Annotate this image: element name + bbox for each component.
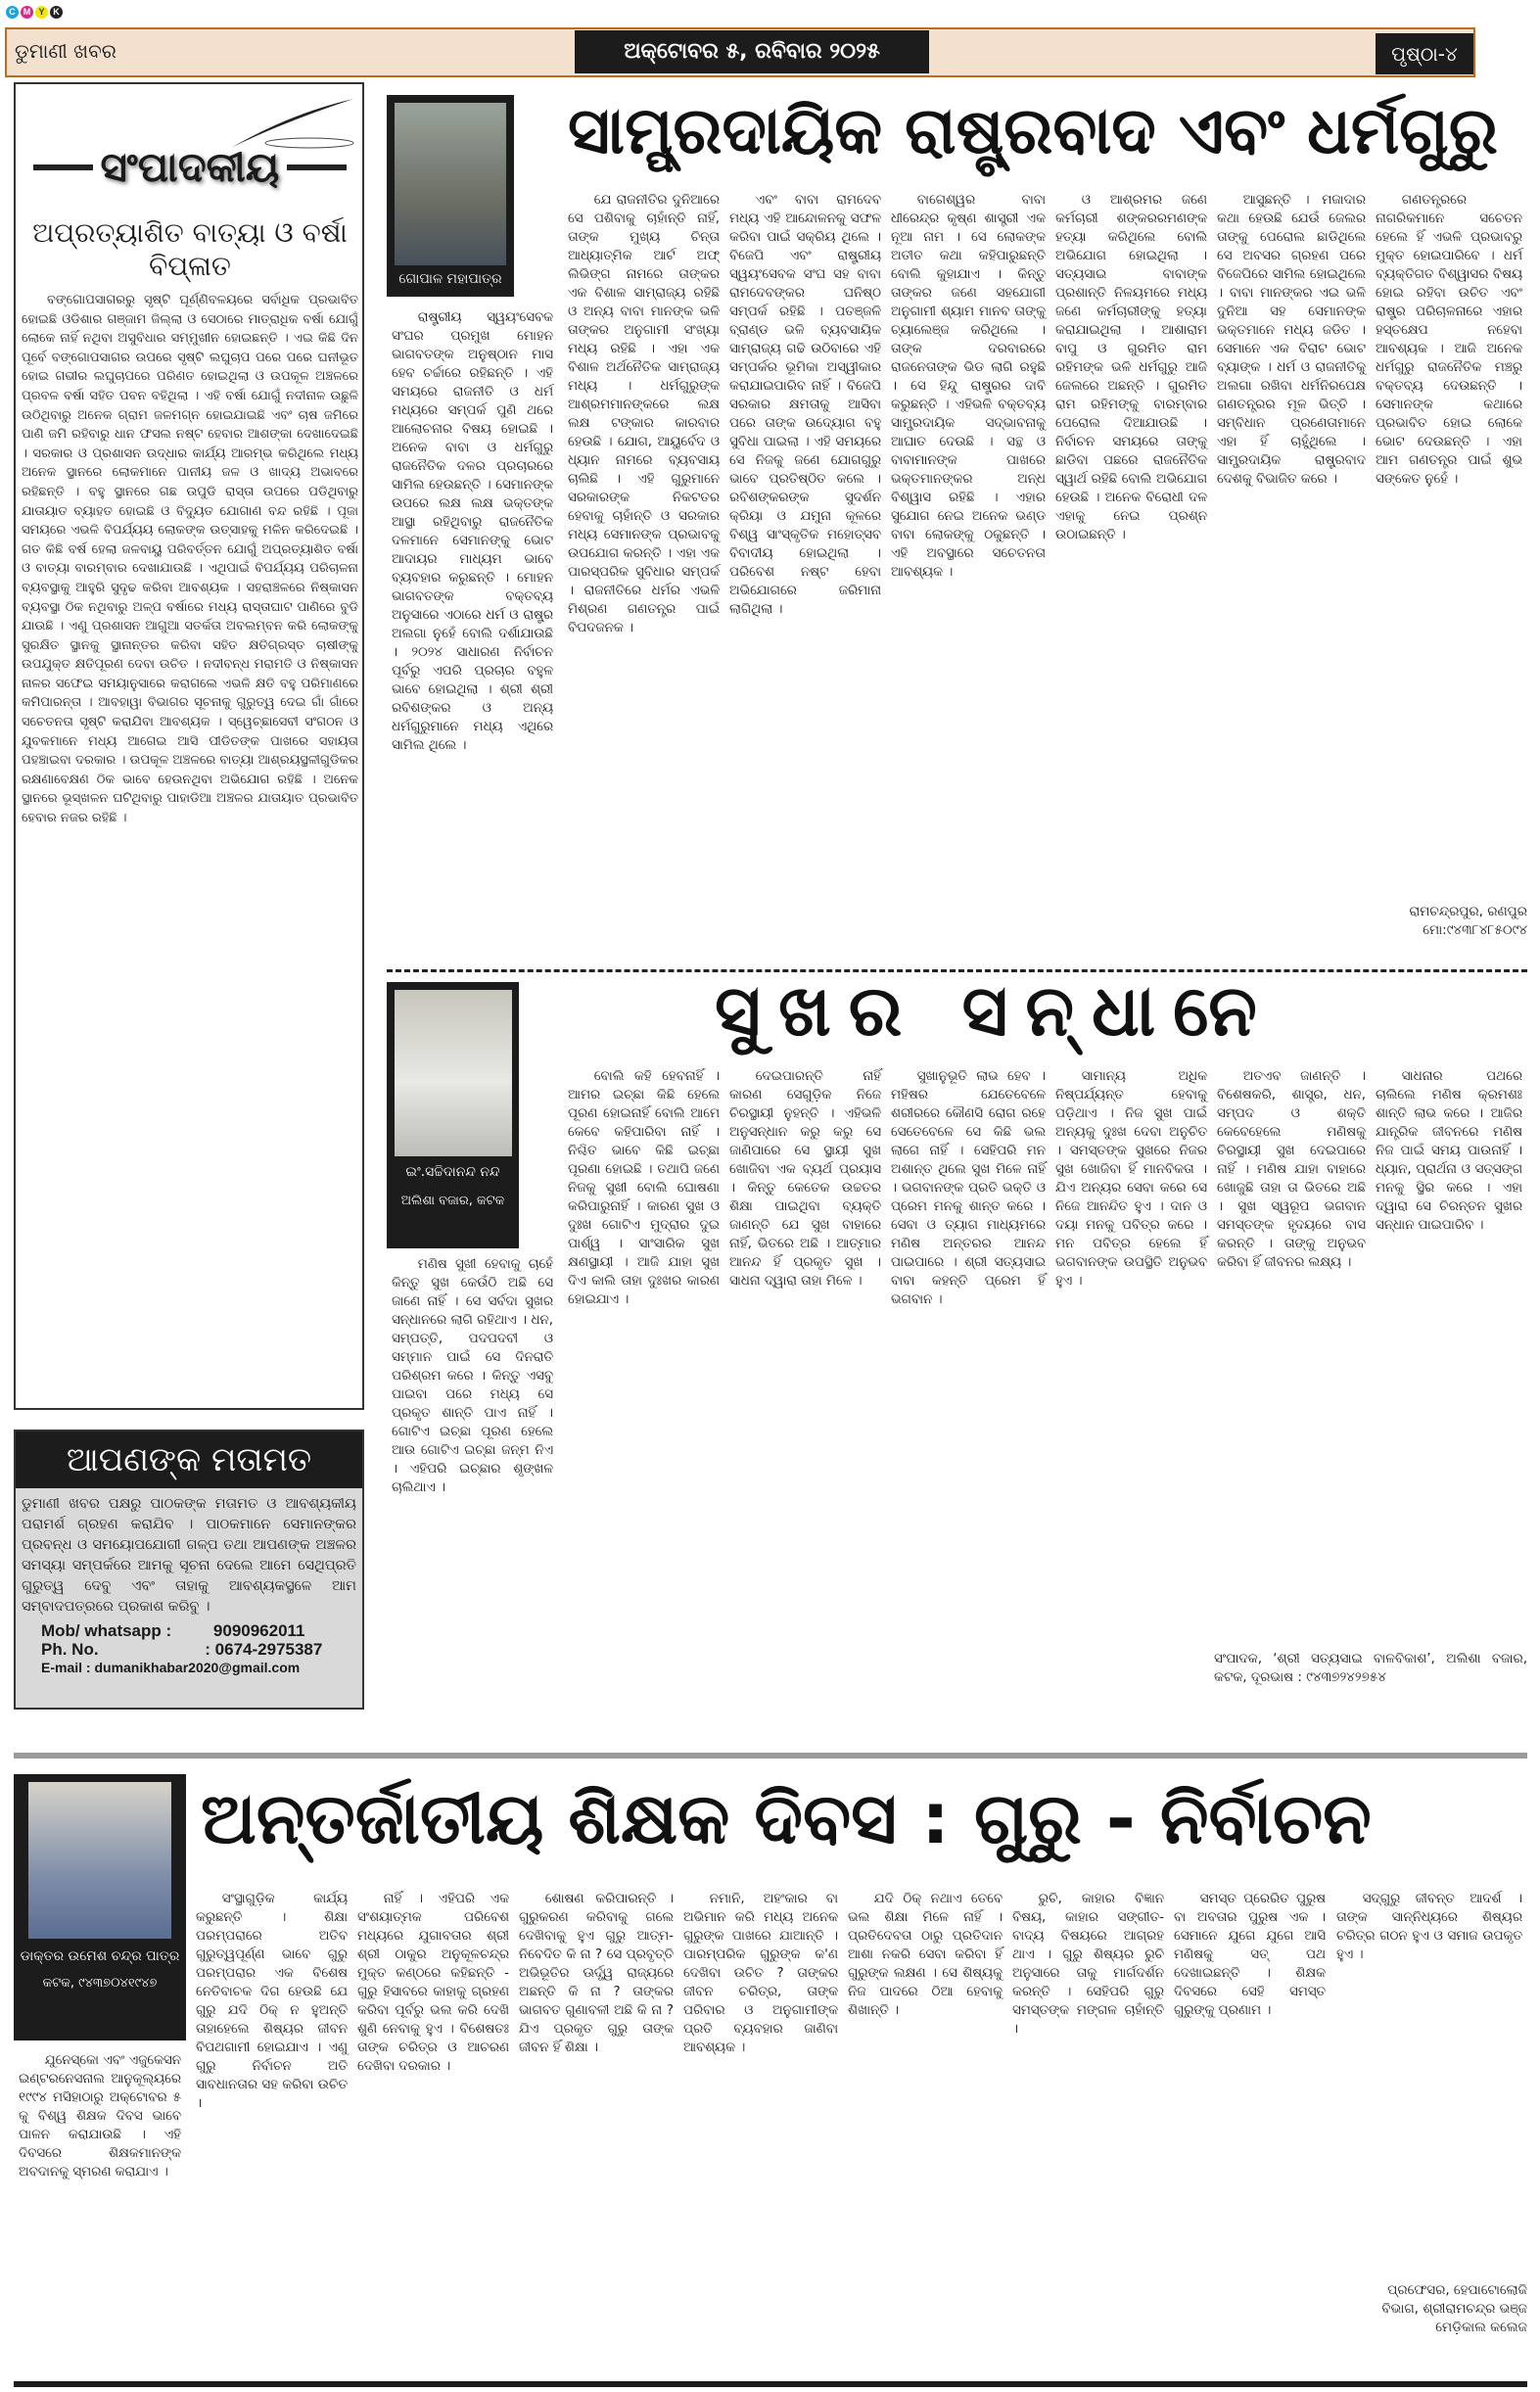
author-address: ରାମଚନ୍ଦ୍ରପୁର, ରଣପୁର xyxy=(1409,904,1527,919)
phone-label: Ph. No. xyxy=(41,1640,99,1659)
author-place: ଅଲିଶା ବଜାର, କଟକ xyxy=(400,1194,505,1208)
mobile-label: Mob/ whatsapp : xyxy=(41,1621,172,1640)
black-mark: K xyxy=(50,6,63,19)
paragraph: ରୁଚି, କାହାର ବିଜ୍ଞାନ ବିଷୟ, କାହାର ସଙ୍ଗୀତ-ବାଦ୍ୟ ବିଷୟରେ ଆଗ୍ରହ ଥାଏ । ଗୁରୁ ଶିଷ୍ୟର ରୁଚି ଅନୁସାରେ ତାକୁ ମାର୍ଗଦର୍ଶନ କରନ୍ତି । ସେହିପରି ଗୁରୁ ସମସ୍ତଙ୍କ ମଙ୍ଗଳ ଚାହାଁନ୍ତି । xyxy=(1012,1892,1164,2037)
paragraph: ଦେଇପାରନ୍ତି ନାହିଁ କାରଣ ସେଗୁଡ଼ିକ ନିଜେ ଚିରସ୍ଥାୟୀ ନୁହନ୍ତି । ଏହିଭଳି ଅନୁସନ୍ଧାନ କରୁ କରୁ ସେ ଜାଣିପାରେ ସେ ସ୍ଥାୟୀ ସୁଖ ଖୋଜିବା ଏକ ବ୍ୟର୍ଥ ପ୍ରୟାସ । କିନ୍ତୁ କେତେକ ଉଚ୍ଚତର ଶିକ୍ଷା ପାଇଥିବା ବ୍ୟକ୍ତି ଜାଣନ୍ତି ଯେ ସୁଖ ବାହାରେ ନାହିଁ, ଭିତରେ ଅଛି । ଆତ୍ମାର ଆନନ୍ଦ ହିଁ ପ୍ରକୃତ ସୁଖ । ସାଧନା ଦ୍ୱାରା ତାହା ମିଳେ । xyxy=(729,1069,881,1289)
paragraph: ମଣିଷ ସୁଖୀ ହେବାକୁ ଚାହେଁ କିନ୍ତୁ ସୁଖ କେଉଁଠି ଅଛି ସେ ଜାଣେ ନାହିଁ । ସେ ସର୍ବଦା ସୁଖର ସନ୍ଧାନରେ ଲାଗି ରହିଥାଏ । ଧନ, ସମ୍ପତ୍ତି, ପଦପଦବୀ ଓ ସମ୍ମାନ ପାଇଁ ସେ ଦିନରାତି ପରିଶ୍ରମ କରେ । କିନ୍ତୁ ଏସବୁ ପାଇବା ପରେ ମଧ୍ୟ ସେ ପ୍ରକୃତ ଶାନ୍ତି ପାଏ ନାହିଁ । ଗୋଟିଏ ଇଚ୍ଛା ପୂରଣ ହେଲେ ଆଉ ଗୋଟିଏ ଇଚ୍ଛା ଜନ୍ମ ନିଏ । ଏହିପରି ଇଚ୍ଛାର ଶୃଙ୍ଖଳ ଚାଲିଥାଏ । xyxy=(392,1257,553,1495)
text-column xyxy=(1371,1067,1527,1645)
author-portrait xyxy=(395,103,506,265)
yellow-mark: Y xyxy=(35,6,48,19)
paragraph: ସୁଖାନୁଭୂତି ଲାଭ ହେବ । ମହିଷର ଯେତେବେଳେ ଶରୀରରେ କୌଣସି ରୋଗ ରହେ ସେତେବେଳେ ସେ କିଛି ଭଲ ଲାଗେ ନାହିଁ । ସେହିପରି ମନ ଅଶାନ୍ତ ଥିଲେ ସୁଖ ମିଳେ ନାହିଁ । ଭଗବାନଙ୍କ ପ୍ରତି ଭକ୍ତି ଓ ପ୍ରେମ ମନକୁ ଶାନ୍ତ କରେ । ସେବା ଓ ତ୍ୟାଗ ମାଧ୍ୟମରେ ମଣିଷ ଅନ୍ତରର ଆନନ୍ଦ ପାଇପାରେ । ଶ୍ରୀ ସତ୍ୟସାଇ ବାବା କହନ୍ତି ପ୍ରେମ ହିଁ ଭଗବାନ । xyxy=(891,1069,1046,1307)
text-column xyxy=(14,2051,186,2379)
author-photo-umesh xyxy=(14,1774,186,2040)
text-column xyxy=(724,1067,886,1720)
paragraph: ଯେ ରାଜନୀତିର ଦୁନିଆରେ ସେ ପଶିବାକୁ ଚାହାଁନ୍ତି ନାହିଁ, ତାଙ୍କ ମୁଖ୍ୟ ଚିନ୍ତା ଆଧ୍ୟାତ୍ମିକ ଆର୍ଟ ଅଫ୍ ଲିଭିଙ୍ଗ ନାମରେ ତାଙ୍କର ଏକ ବିଶାଳ ସାମ୍ରାଜ୍ୟ ରହିଛି ଓ ଅନ୍ୟ ବାବା ମାନଙ୍କ ଭଳି ତାଙ୍କର ଅନୁଗାମୀ ସଂଖ୍ୟା ମଧ୍ୟ ରହିଛି । ଏହା ଏକ ବିଶାଳ ଅର୍ଥନୈତିକ ସାମ୍ରାଜ୍ୟ ମଧ୍ୟ । ଧର୍ମଗୁରୁଙ୍କ ଆଶ୍ରମମାନଙ୍କରେ ଲକ୍ଷ ଲକ୍ଷ ଟଙ୍କାର କାରବାର ହେଉଛି । ଯୋଗ, ଆୟୁର୍ବେଦ ଓ ଧ୍ୟାନ ନାମରେ ବ୍ୟବସାୟ ଚାଲିଛି । ଏହି ଗୁରୁମାନେ ସରକାରଙ୍କ ନିକଟତର ହେବାକୁ ଚାହାଁନ୍ତି ଓ ସରକାର ମଧ୍ୟ ସେମାନଙ୍କ ପ୍ରଭାବକୁ ଉପଯୋଗ କରନ୍ତି । ଏହା ଏକ ପାରସ୍ପରିକ ସୁବିଧାର ସମ୍ପର୍କ । ରାଜନୀତିରେ ଧର୍ମର ଏଭଳି ମିଶ୍ରଣ ଗଣତନ୍ତ୍ର ପାଇଁ ବିପଦଜନକ । xyxy=(568,193,720,635)
paragraph: ସାଧନାର ପଥରେ ଚାଲିଲେ ମଣିଷ କ୍ରମଶଃ ଶାନ୍ତି ଲାଭ କରେ । ଆଜିର ଯାନ୍ତ୍ରିକ ଜୀବନରେ ମଣିଷ ନିଜ ପାଇଁ ସମୟ ପାଉନାହିଁ । ଧ୍ୟାନ, ପ୍ରାର୍ଥନା ଓ ସତ୍ସଙ୍ଗ ମନକୁ ସ୍ଥିର କରେ । ଏହା ଦ୍ୱାରା ସେ ଚିରନ୍ତନ ସୁଖର ସନ୍ଧାନ ପାଇପାରିବ । xyxy=(1376,1069,1522,1233)
magenta-mark: M xyxy=(21,6,33,19)
paragraph: ନାହିଁ । ଏହିପରି ଏକ ସଂଶୟାତ୍ମକ ପରିବେଶ ମଧ୍ୟରେ ଯୁଗାବତାର ଶ୍ରୀ ଶ୍ରୀ ଠାକୁର ଅନୁକୂଳଚନ୍ଦ୍ର ମୁକ୍ତ କଣ୍ଠରେ କହିଛନ୍ତି - ଗୁରୁ ହିସାବରେ କାହାକୁ ଗ୍ରହଣ କରିବା ପୂର୍ବରୁ ଭଲ କରି ଦେଖି ଶୁଣି ନେବାକୁ ହୁଏ । ବିଶେଷତଃ ତାଙ୍କ ଚରିତ୍ର ଓ ଆଚରଣ ଦେଖିବା ଦରକାର । xyxy=(357,1892,509,2074)
paragraph: ବୋଲି କହି ହେବନାହିଁ । ଆମର ଇଚ୍ଛା କିଛି ହେଲେ ପୂରଣ ହୋଇନାହିଁ ବୋଲି ଆମେ କେବେ କହିପାରିବା ନାହିଁ । ନିଶ୍ଚିତ ଭାବେ କିଛି ଇଚ୍ଛା ପୂରଣା ହୋଇଛି । ତଥାପି ଜଣେ ନିଜକୁ ସୁଖୀ ବୋଲି ଘୋଷଣା କରିପାରୁନାହିଁ । କାରଣ ସୁଖ ଓ ଦୁଃଖ ଗୋଟିଏ ମୁଦ୍ରାର ଦୁଇ ପାର୍ଶ୍ୱ । ସାଂସାରିକ ସୁଖ କ୍ଷଣସ୍ଥାୟୀ । ଆଜି ଯାହା ସୁଖ ଦିଏ କାଲି ତାହା ଦୁଃଖର କାରଣ ହୋଇଯାଏ । xyxy=(568,1069,720,1307)
author-designation: ପ୍ରଫେସର, ହେପାଟୋଲୋଜି xyxy=(1387,2282,1527,2298)
text-column xyxy=(191,1890,352,2379)
text-column xyxy=(563,1067,724,1720)
text-column xyxy=(514,1890,678,2379)
author-photo-gopal xyxy=(387,95,514,297)
masthead-band xyxy=(5,27,1475,77)
paragraph: ଯୁନେସ୍କୋ ଏବଂ ଏଜୁକେସନ ଇଣ୍ଟରନେସନାଲ ଆନୁକୂଲ୍ୟରେ ୧୯୯୪ ମସିହାଠାରୁ ଅକ୍ଟୋବର ୫ କୁ ବିଶ୍ୱ ଶିକ୍ଷକ ଦିବସ ଭାବେ ପାଳନ କରାଯାଉଛି । ଏହି ଦିବସରେ ଶିକ୍ଷକମାନଙ୍କ ଅବଦାନକୁ ସ୍ମରଣ କରାଯାଏ । xyxy=(19,2053,181,2180)
cyan-mark: C xyxy=(6,6,19,19)
paragraph: ସାମାନ୍ୟ ଅଧିକ ନିଷ୍ପର୍ଯ୍ୟନ୍ତ ହେବାକୁ ପଡ଼ିଥାଏ । ନିଜ ସୁଖ ପାଇଁ ଅନ୍ୟକୁ ଦୁଃଖ ଦେବା ଅନୁଚିତ । ସମସ୍ତଙ୍କ ସୁଖରେ ନିଜର ସୁଖ ଖୋଜିବା ହିଁ ମାନବିକତା । ଯିଏ ଅନ୍ୟର ସେବା କରେ ସେ ନିଜେ ଆନନ୍ଦିତ ହୁଏ । ଦାନ ଓ ଦୟା ମନକୁ ପବିତ୍ର କରେ । ମନ ପବିତ୍ର ହେଲେ ହିଁ ଭଗବାନଙ୍କ ଉପସ୍ଥିତି ଅନୁଭବ ହୁଏ । xyxy=(1055,1069,1207,1289)
author-portrait xyxy=(395,990,512,1156)
text-column xyxy=(886,191,1050,960)
paragraph: ରାଷ୍ଟ୍ରୀୟ ସ୍ୱୟଂସେବକ ସଂଘର ପ୍ରମୁଖ ମୋହନ ଭାଗବତଙ୍କ ଅନୁଷ୍ଠାନ ମାସ ହେବ ଚର୍ଚ୍ଚାରେ ରହିଛନ୍ତି । ଏହି ସମୟରେ ରାଜନୀତି ଓ ଧର୍ମ ମଧ୍ୟରେ ସମ୍ପର୍କ ପୁଣି ଥରେ ଆଲୋଚନାର ବିଷୟ ହୋଇଛି । ଅନେକ ବାବା ଓ ଧର୍ମଗୁରୁ ରାଜନୈତିକ ଦଳର ପ୍ରଚାରରେ ସାମିଲ ହେଉଛନ୍ତି । ସେମାନଙ୍କ ଉପରେ ଲକ୍ଷ ଲକ୍ଷ ଭକ୍ତଙ୍କ ଆସ୍ଥା ରହିଥିବାରୁ ରାଜନୈତିକ ଦଳମାନେ ସେମାନଙ୍କୁ ଭୋଟ ଆଦାୟର ମାଧ୍ୟମ ଭାବେ ବ୍ୟବହାର କରୁଛନ୍ତି । ମୋହନ ଭାଗବତଙ୍କ ବକ୍ତବ୍ୟ ଅନୁସାରେ ଏଠାରେ ଧର୍ମ ଓ ରାଷ୍ଟ୍ର ଅଲଗା ନୁହେଁ ବୋଲି ଦର୍ଶାଯାଉଛି । ୨୦୨୪ ସାଧାରଣ ନିର୍ବାଚନ ପୂର୍ବରୁ ଏପରି ପ୍ରଚାର ବହୁଳ ଭାବେ ହୋଇଥିଲା । ଶ୍ରୀ ଶ୍ରୀ ରବିଶଙ୍କର ଓ ଅନ୍ୟ ଧର୍ମଗୁରୁମାନେ ମଧ୍ୟ ଏଥିରେ ସାମିଲ ଥିଲେ । xyxy=(392,310,553,753)
text-column xyxy=(387,308,558,960)
text-column xyxy=(1050,191,1212,960)
paragraph: ଓ ଆଶ୍ରମର ଜଣେ କର୍ମଚାରୀ ଶଙ୍କରରମଣଙ୍କ ହତ୍ୟା କରିଥିଲେ ବୋଲି ଅଭିଯୋଗ ହୋଇଥିଲା । ସତ୍ୟସାଇ ବାବାଙ୍କ ପ୍ରଶାନ୍ତି ନିଳୟମରେ ମଧ୍ୟ ଜଣେ କର୍ମଚାରୀଙ୍କୁ ହତ୍ୟା କରାଯାଇଥିଲା । ଆଶାରାମ ବାପୁ ଓ ଗୁରମିତ ରାମ ରହିମଙ୍କ ଭଳି ଧର୍ମଗୁରୁ ଆଜି ଜେଲରେ ଅଛନ୍ତି । ଗୁରମିତ ରାମ ରହିମଙ୍କୁ ବାରମ୍ବାର ପେରୋଲ ଦିଆଯାଉଛି । ନିର୍ବାଚନ ସମୟରେ ତାଙ୍କୁ ଛାଡିବା ପଛରେ ରାଜନୈତିକ ସ୍ୱାର୍ଥ ରହିଛି ବୋଲି ଅଭିଯୋଗ ହେଉଛି । ଅନେକ ବିରୋଧୀ ଦଳ ଏହାକୁ ନେଇ ପ୍ରଶ୍ନ ଉଠାଇଛନ୍ତି । xyxy=(1055,193,1207,542)
text-column xyxy=(387,1255,558,1720)
editorial-label-row xyxy=(33,143,347,192)
author-department: ବିଭାଗ, ଶ୍ରୀରାମଚନ୍ଦ୍ର ଭଞ୍ଜ xyxy=(1381,2301,1527,2317)
text-column xyxy=(678,1890,843,2379)
article1-signoff xyxy=(1371,903,1527,940)
page-number: ପୃଷ୍ଠା-୪ xyxy=(1376,33,1473,74)
email-label: E-mail : xyxy=(41,1660,91,1675)
editorial-paragraph: ବଙ୍ଗୋପସାଗରରୁ ସୃଷ୍ଟି ଘୂର୍ଣ୍ଣିବଳୟରେ ସର୍ବାଧିକ ପ୍ରଭାବିତ ହୋଇଛି ଓଡିଶାର ଗଞ୍ଜାମ ଜିଲ୍ଲା ଓ ସେଠାରେ ମାତ୍ରାଧିକ ବର୍ଷା ଯୋଗୁଁ ଲୋକେ ନାହିଁ ନଥିବା ଅସୁବିଧାର ସମ୍ମୁଖୀନ ହୋଇଛନ୍ତି । ଏଇ କିଛି ଦିନ ପୂର୍ବେ ବଙ୍ଗୋପସାଗର ଉପରେ ସୃଷ୍ଟି ଲଘୁଚାପ ପରେ ପରେ ଘନୀଭୂତ ହୋଇ ଗଭୀର ଲଘୁଚାପରେ ପରିଣତ ହୋଇଥିଲା ଓ ଉପକୂଳ ଅଞ୍ଚଳରେ ପ୍ରବଳ ବର୍ଷା ସହିତ ପବନ ବହିଥିଲା । ଏହି ବର୍ଷା ଯୋଗୁଁ ନଦୀନାଳ ଉଛୁଳି ଉଠିଥିବାରୁ ଅନେକ ଗ୍ରାମ ଜଳମଗ୍ନ ହୋଇଯାଇଛି ଏବଂ ଚାଷ ଜମିରେ ପାଣି ଜମି ରହିବାରୁ ଧାନ ଫସଲ ନଷ୍ଟ ହେବାର ଆଶଙ୍କା ଦେଖାଦେଇଛି । ସରକାର ଓ ପ୍ରଶାସନ ଉଦ୍ଧାର କାର୍ଯ୍ୟ ଆରମ୍ଭ କରିଥିଲେ ମଧ୍ୟ ଅନେକ ସ୍ଥାନରେ ଲୋକମାନେ ପାନୀୟ ଜଳ ଓ ଖାଦ୍ୟ ଅଭାବରେ ରହିଛନ୍ତି । ବହୁ ସ୍ଥାନରେ ଗଛ ଉପୁଡି ରାସ୍ତା ଉପରେ ପଡିଥିବାରୁ ଯାତାୟାତ ବ୍ୟାହତ ହୋଇଛି ଓ ବିଦ୍ୟୁତ ଯୋଗାଣ ବନ୍ଦ ରହିଛି । ପୂଜା ସମୟରେ ଏଭଳି ବିପର୍ଯ୍ୟୟ ଲୋକଙ୍କ ଉତ୍ସାହକୁ ମଳିନ କରିଦେଇଛି । ଗତ କିଛି ବର୍ଷ ହେଲା ଜଳବାୟୁ ପରିବର୍ତ୍ତନ ଯୋଗୁଁ ଅପ୍ରତ୍ୟାଶିତ ବର୍ଷା ଓ ବାତ୍ୟା ବାରମ୍ବାର ଦେଖାଯାଉଛି । ଏଥିପାଇଁ ବିପର୍ଯ୍ୟୟ ପରିଚାଳନା ବ୍ୟବସ୍ଥାକୁ ଆହୁରି ସୁଦୃଢ କରିବା ଆବଶ୍ୟକ । ସହରାଞ୍ଚଳରେ ନିଷ୍କାସନ ବ୍ୟବସ୍ଥା ଠିକ ନଥିବାରୁ ଅଳ୍ପ ବର୍ଷାରେ ମଧ୍ୟ ରାସ୍ତାଘାଟ ପାଣିରେ ବୁଡି ଯାଉଛି । ଏଣୁ ପ୍ରଶାସନ ଆଗୁଆ ସତର୍କତା ଅବଲମ୍ବନ କରି ଲୋକଙ୍କୁ ସୁରକ୍ଷିତ ସ୍ଥାନକୁ ସ୍ଥାନାନ୍ତର କରିବା ସହିତ କ୍ଷତିଗ୍ରସ୍ତ ଚାଷୀଙ୍କୁ ଉପଯୁକ୍ତ କ୍ଷତିପୂରଣ ଦେବା ଉଚିତ । ନଦୀବନ୍ଧ ମରାମତି ଓ ନିଷ୍କାସନ ନାଳର ସଫେଇ ସମୟାନୁସାରେ କରାଗଲେ ଏଭଳି କ୍ଷତି ବହୁ ପରିମାଣରେ କମିପାରନ୍ତା । ଆବହାୱା ବିଭାଗର ସୂଚନାକୁ ଗୁରୁତ୍ୱ ଦେଇ ଗାଁ ଗାଁରେ ସଚେତନତା ସୃଷ୍ଟି କରାଯିବା ଆବଶ୍ୟକ । ସ୍ୱେଚ୍ଛାସେବୀ ସଂଗଠନ ଓ ଯୁବକମାନେ ମଧ୍ୟ ଆଗେଇ ଆସି ପୀଡିତଙ୍କ ପାଖରେ ସହାୟତା ପହଞ୍ଚାଇବା ଦରକାର । ଉପକୂଳ ଅଞ୍ଚଳରେ ବାତ୍ୟା ଆଶ୍ରୟସ୍ଥଳୀଗୁଡିକର ରକ୍ଷଣାବେକ୍ଷଣ ଠିକ ଭାବେ ହେଉନଥିବା ଅଭିଯୋଗ ରହିଛି । ଅନେକ ସ୍ଥାନରେ ଭୂସ୍ଖଳନ ଘଟିଥିବାରୁ ପାହାଡିଆ ଅଞ୍ଚଳର ଯାତାୟାତ ପ୍ରଭାବିତ ହେବାର ନଜର ରହିଛି । xyxy=(22,293,358,826)
phone-number[interactable]: : 0674-2975387 xyxy=(205,1640,323,1659)
paper-name: ଡୁମାଣୀ ଖବର xyxy=(15,39,117,63)
article1-headline: ସାମ୍ପ୍ରଦାୟିକ ରାଷ୍ଟ୍ରବାଦ ଏବଂ ଧର୍ମଗୁରୁ xyxy=(568,93,1498,168)
author-name: ଡାକ୍ତର ଉମେଶ ଚନ୍ଦ୍ର ପାତ୍ର xyxy=(20,1948,180,1964)
opinion-contacts xyxy=(16,1618,362,1677)
bottom-rule xyxy=(14,2381,1527,2387)
editorial-title: ଅପ୍ରତ୍ୟାଶିତ ବାତ୍ୟା ଓ ବର୍ଷା ବିପ୍ଳାତ xyxy=(32,216,348,282)
opinion-title: ଆପଣଙ୍କ ମତାମତ xyxy=(16,1431,362,1488)
paragraph: ଏବଂ ବାବା ରାମଦେବ ମଧ୍ୟ ଏହି ଆନ୍ଦୋଳନକୁ ସଫଳ କରିବା ପାଇଁ ସକ୍ରିୟ ଥିଲେ । ବିଜେପି ଏବଂ ରାଷ୍ଟ୍ରୀୟ ସ୍ୱୟଂସେବକ ସଂଘ ସହ ବାବା ରାମଦେବଙ୍କର ଘନିଷ୍ଠ ସମ୍ପର୍କ ରହିଛି । ପତଞ୍ଜଳି ବ୍ରାଣ୍ଡ ଭଳି ବ୍ୟବସାୟିକ ସାମ୍ରାଜ୍ୟ ଗଢି ଉଠିବାରେ ଏହି ସମ୍ପର୍କର ଭୂମିକା ଅସ୍ୱୀକାର କରାଯାଇପାରିବ ନାହିଁ । ବିଜେପି ସରକାର କ୍ଷମତାକୁ ଆସିବା ପରେ ତାଙ୍କ ଉଦ୍ୟୋଗ ବହୁ ସୁବିଧା ପାଇଲା । ଏହି ସମୟରେ ସେ ନିଜକୁ ଜଣେ ଯୋଗଗୁରୁ ଭାବେ ପ୍ରତିଷ୍ଠିତ କଲେ । ରବିଶଙ୍କରଙ୍କ ସୁଦର୍ଶନ କ୍ରିୟା ଓ ଯମୁନା କୂଳରେ ବିଶ୍ୱ ସାଂସ୍କୃତିକ ମହୋତ୍ସବ ବିବାଦୀୟ ହୋଇଥିଲା । ପରିବେଶ ନଷ୍ଟ ହେବା ଅଭିଯୋଗରେ ଜରିମାନା ଲାଗିଥିଲା । xyxy=(729,193,881,617)
article3-headline: ଅନ୍ତର୍ଜାତୀୟ ଶିକ୍ଷକ ଦିବସ : ଗୁରୁ - ନିର୍ବାଚନ xyxy=(201,1777,1372,1859)
text-column xyxy=(1212,1067,1371,1645)
text-column xyxy=(352,1890,514,2379)
text-column xyxy=(1331,1890,1527,2276)
text-column xyxy=(1050,1067,1212,1720)
text-column xyxy=(1371,191,1527,898)
paragraph: ଶୋଷଣ କରିପାରନ୍ତି । ଗୁରୁକରଣ କରିବାକୁ ଗଲେ ଦେଖିବାକୁ ହୁଏ ଗୁରୁ ଆତ୍ମ-ନିବେଦିତ କି ନା ? ସେ ପ୍ରବୃତ୍ତି ଅଭିଭୂତିର ଊର୍ଦ୍ଧ୍ୱ ରାଜ୍ୟରେ ଅଛନ୍ତି କି ନା ? ତାଙ୍କର ଭାଗବତ ଗୁଣାବଳୀ ଅଛି କି ନା ? ଯିଏ ପ୍ରକୃତ ଗୁରୁ ତାଙ୍କ ଜୀବନ ହିଁ ଶିକ୍ଷା । xyxy=(519,1892,674,2055)
article2-signoff: ସଂପାଦକ, ‘ଶ୍ରୀ ସତ୍ୟସାଇ ବାଳବିକାଶ’, ଅଲିଶା ବଜାର, କଟକ, ଦୂରଭାଷ : ୯୪୩୭୨୪୨୭୫୪ xyxy=(1214,1651,1527,1685)
mobile-number[interactable]: 9090962011 xyxy=(212,1621,305,1640)
editorial-content xyxy=(22,216,358,1400)
paragraph: ବାଗେଶ୍ୱର ବାବା ଧୀରେନ୍ଦ୍ର କୃଷ୍ଣ ଶାସ୍ତ୍ରୀ ଏକ ନୂଆ ନାମ । ସେ ଲୋକଙ୍କ ଅତୀତ କଥା କହିପାରୁଛନ୍ତି ବୋଲି କୁହାଯାଏ । କିନ୍ତୁ ତାଙ୍କର ଜଣେ ସହଯୋଗୀ ଅନୁଗାମୀ ଶ୍ୟାମ ମାନବ ତାଙ୍କୁ ଚ୍ୟାଲେଞ୍ଜ କରିଥିଲେ । ତାଙ୍କ ଦରବାରରେ ରାଜନେତାଙ୍କ ଭିଡ ଲାଗି ରହୁଛି । ସେ ହିନ୍ଦୁ ରାଷ୍ଟ୍ରର ଦାବି କରୁଛନ୍ତି । ଏହିଭଳି ବକ୍ତବ୍ୟ ସାମ୍ପ୍ରଦାୟିକ ସଦ୍ଭାବନାକୁ ଆଘାତ ଦେଉଛି । ସନ୍ଥ ଓ ବାବାମାନଙ୍କ ପାଖରେ ଭକ୍ତମାନଙ୍କର ଅନ୍ଧ ବିଶ୍ୱାସ ରହିଛି । ଏହାର ସୁଯୋଗ ନେଇ ଅନେକ ଭଣ୍ଡ ବାବା ଲୋକଙ୍କୁ ଠକୁଛନ୍ତି । ଏହି ଅବସ୍ଥାରେ ସଚେତନତା ଆବଶ୍ୟକ । xyxy=(891,193,1046,580)
editorial-label: ସଂପାଦକୀୟ xyxy=(100,143,280,191)
article3-signoff xyxy=(1331,2281,1527,2337)
author-name: ଇଂ.ସଚ୍ଚିଦାନନ୍ଦ ନନ୍ଦ xyxy=(405,1164,500,1180)
paragraph: ଗଣତନ୍ତ୍ରରେ ନାଗରିକମାନେ ସଚେତନ ହେଲେ ହିଁ ଏଭଳି ପ୍ରଭାବରୁ ମୁକ୍ତ ହୋଇପାରିବେ । ଧର୍ମ ବ୍ୟକ୍ତିଗତ ବିଶ୍ୱାସର ବିଷୟ ହୋଇ ରହିବା ଉଚିତ ଏବଂ ରାଷ୍ଟ୍ର ପରିଚାଳନାରେ ଏହାର ହସ୍ତକ୍ଷେପ ନହେବା ଆବଶ୍ୟକ । ଆଜି ଅନେକ ଧର୍ମଗୁରୁ ରାଜନୈତିକ ମଞ୍ଚରୁ ବକ୍ତବ୍ୟ ଦେଉଛନ୍ତି । ସେମାନଙ୍କ କଥାରେ ପ୍ରଭାବିତ ହୋଇ ଲୋକେ ଭୋଟ ଦେଉଛନ୍ତି । ଏହା ଆମ ଗଣତନ୍ତ୍ର ପାଇଁ ଶୁଭ ସଙ୍କେତ ନୁହେଁ । xyxy=(1376,193,1522,487)
issue-date: ଅକ୍ଟୋବର ୫, ରବିବାର ୨୦୨୫ xyxy=(575,30,929,73)
text-column xyxy=(843,1890,1007,2379)
paragraph: ସମସ୍ତ ପ୍ରେରିତ ପୁରୁଷ ବା ଅବତାର ପୁରୁଷ ଏକ । ସେମାନେ ଯୁଗେ ଯୁଗେ ଆସି ମଣିଷକୁ ସତ୍ ପଥ ଦେଖାଇଛନ୍ତି । ଶିକ୍ଷକ ଦିବସରେ ସେହି ସମସ୍ତ ଗୁରୁଙ୍କୁ ପ୍ରଣାମ । xyxy=(1174,1892,1326,2018)
text-column xyxy=(724,191,886,960)
opinion-box xyxy=(14,1430,364,1710)
paragraph: ସଦ୍ଗୁରୁ ଜୀବନ୍ତ ଆଦର୍ଶ । ତାଙ୍କ ସାନ୍ନିଧ୍ୟରେ ଶିଷ୍ୟର ଚରିତ୍ର ଗଠନ ହୁଏ ଓ ସମାଜ ଉପକୃତ ହୁଏ । xyxy=(1336,1892,1522,1962)
paragraph: ଅତଏବ ଜାଣନ୍ତି । ବିଶେଷକରି, ଶାସ୍ତ୍ର, ଧନ, ସମ୍ପଦ ଓ ଶକ୍ତି କେବେହେଲେ ମଣିଷକୁ ଚିରସ୍ଥାୟୀ ସୁଖ ଦେଇପାରେ ନାହିଁ । ମଣିଷ ଯାହା ବାହାରେ ଖୋଜୁଛି ତାହା ତା ଭିତରେ ଅଛି । ସୁଖ ସ୍ୱରୂପ ଭଗବାନ ସମସ୍ତଙ୍କ ହୃଦୟରେ ବାସ କରନ୍ତି । ତାଙ୍କୁ ଅନୁଭବ କରିବା ହିଁ ଜୀବନର ଲକ୍ଷ୍ୟ । xyxy=(1217,1069,1366,1270)
text-column xyxy=(1007,1890,1169,2379)
text-column xyxy=(1169,1890,1330,2379)
editorial-body xyxy=(22,291,358,1400)
cmyk-registration-marks xyxy=(6,6,63,19)
email-address[interactable]: dumanikhabar2020@gmail.com xyxy=(94,1660,301,1675)
author-portrait xyxy=(28,1782,171,1939)
editorial-box xyxy=(14,82,364,1410)
paragraph: ଯଦି ଠିକ୍ ନଥାଏ ତେବେ ଭଲ ଶିକ୍ଷା ମିଳେ ନାହିଁ । ପ୍ରତିଦେବତା ଠାରୁ ପ୍ରତିଦାନ ଆଶା ନକରି ସେବା କରିବା ହିଁ ଗୁରୁଙ୍କ ଲକ୍ଷଣ । ସେ ଶିଷ୍ୟକୁ ନିଜ ପାଦରେ ଠିଆ ହେବାକୁ ଶିଖାନ୍ତି । xyxy=(848,1892,1003,2018)
opinion-body: ଡୁମାଣୀ ଖବର ପକ୍ଷରୁ ପାଠକଙ୍କ ମତାମତ ଓ ଆବଶ୍ୟକୀୟ ପରାମର୍ଶ ଗ୍ରହଣ କରାଯିବ । ପାଠକମାନେ ସେମାନଙ୍କର ପ୍ରବନ୍ଧ ଓ ସମୟୋପଯୋଗୀ ଗଳ୍ପ ତଥା ଆପଣଙ୍କ ଅଞ୍ଚଳର ସମସ୍ୟା ସମ୍ପର୍କରେ ଆମକୁ ସୂଚନା ଦେଲେ ଆମେ ସେଥିପ୍ରତି ଗୁରୁତ୍ୱ ଦେବୁ ଏବଂ ତାହାକୁ ଆବଶ୍ୟକସ୍ଥଳେ ଆମ ସମ୍ବାଦପତ୍ରରେ ପ୍ରକାଶ କରିବୁ । xyxy=(22,1496,356,1615)
text-column xyxy=(1212,191,1371,960)
text-column xyxy=(886,1067,1050,1720)
author-institution: ମେଡ଼ିକାଲ କଲେଜ xyxy=(1435,2320,1527,2335)
author-place: କଟକ, ୯୪୩୭୦୪୧୯୪୭ xyxy=(42,1976,158,1991)
author-phone: ମୋ:୯୪୩୮୪୮୫୦୯୪ xyxy=(1423,922,1527,938)
section-rule xyxy=(14,1753,1527,1759)
author-photo-sachidananda xyxy=(387,982,519,1248)
article2-headline: ସୁଖର ସନ୍ଧାନେ xyxy=(715,969,1275,1052)
text-column xyxy=(563,191,724,960)
paragraph: ସଂସ୍ଥାଗୁଡ଼ିକ କାର୍ଯ୍ୟ କରୁଛନ୍ତି । ଶିକ୍ଷା ପରମ୍ପରାରେ ଅତିବ ଗୁରୁତ୍ୱପୂର୍ଣ୍ଣ ଭାବେ ଗୁରୁ ପରମ୍ପରାର ଏକ ବିଶେଷ ନେତିବାଚକ ଦିଗ ହେଉଛି ଯେ ଗୁରୁ ଯଦି ଠିକ୍ ନ ହୁଅନ୍ତି ତାହାହେଲେ ଶିଷ୍ୟର ଜୀବନ ବିପଥଗାମୀ ହୋଇଯାଏ । ଏଣୁ ଗୁରୁ ନିର୍ବାଚନ ଅତି ସାବଧାନତାର ସହ କରିବା ଉଚିତ । xyxy=(196,1892,348,2111)
author-name: ଗୋପାଳ ମହାପାତ୍ର xyxy=(398,271,502,287)
paragraph: ଆସୁଛନ୍ତି । ମଜାଦାର କଥା ହେଉଛି ଯେଉଁ ଜେଲର ତାଙ୍କୁ ପେରୋଲ ଛାଡିଥିଲେ ସେ ଅବସର ଗ୍ରହଣ ପରେ ବିଜେପିରେ ସାମିଲ ହୋଇଥିଲେ । ବାବା ମାନଙ୍କର ଏଇ ଭଳି ଦୁନିଆ ସହ ସେମାନଙ୍କ ଭକ୍ତମାନେ ମଧ୍ୟ ଜଡିତ । ସେମାନେ ଏକ ବିରାଟ ଭୋଟ ବ୍ୟାଙ୍କ । ଧର୍ମ ଓ ରାଜନୀତିକୁ ଅଲଗା ରଖିବା ଧର୍ମନିରପେକ୍ଷ ଗଣତନ୍ତ୍ରର ମୂଳ ଭିତ୍ତି । ସମ୍ବିଧାନ ପ୍ରଣେତାମାନେ ଏହା ହିଁ ଚାହୁଁଥିଲେ । ସାମ୍ପ୍ରଦାୟିକ ରାଷ୍ଟ୍ରବାଦ ଦେଶକୁ ବିଭାଜିତ କରେ । xyxy=(1217,193,1366,487)
paragraph: ନମାନି, ଅହଂକାର ବା ଅଭିମାନ କରି ମଧ୍ୟ ଅନେକ ଗୁରୁଙ୍କ ପାଖରେ ଯାଆନ୍ତି । ପାରମ୍ପରିକ ଗୁରୁଙ୍କ କ'ଣ ଦେଖିବା ଉଚିତ ? ତାଙ୍କର ଜୀବନ ଚରିତ୍ର, ତାଙ୍କ ପରିବାର ଓ ଅନୁଗାମୀଙ୍କ ପ୍ରତି ବ୍ୟବହାର ଜାଣିବା ଆବଶ୍ୟକ । xyxy=(683,1892,838,2055)
